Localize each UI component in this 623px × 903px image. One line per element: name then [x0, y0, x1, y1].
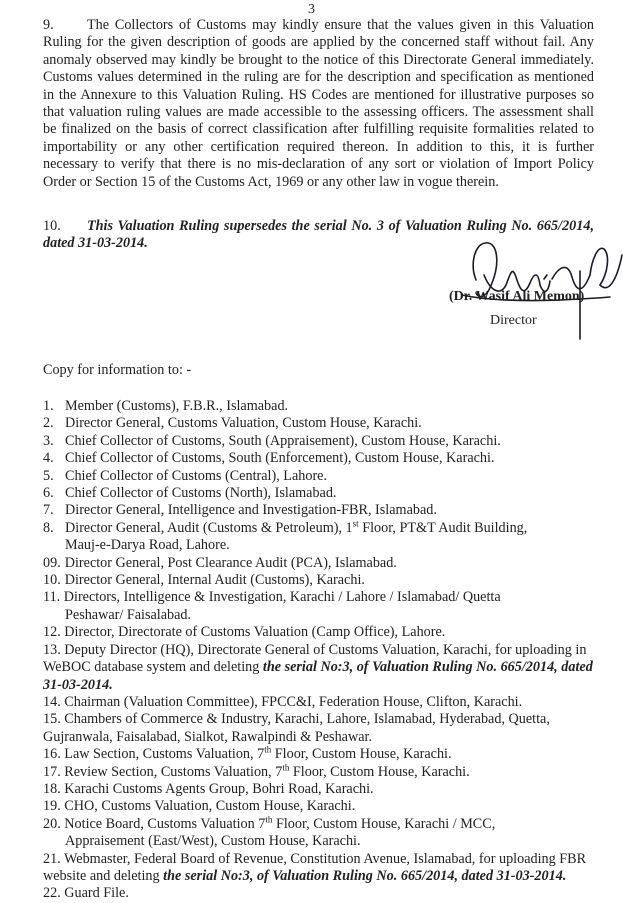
signatory-title: Director — [490, 313, 537, 328]
list-item: 2. Director General, Customs Valuation, Custom House, Karachi. — [43, 415, 422, 432]
list-item: 12. Director, Directorate of Customs Valuation (Camp Office), Lahore. — [43, 624, 446, 641]
list-item: 18. Karachi Customs Agents Group, Bohri Road, Karachi. — [43, 780, 374, 797]
paragraph-9-number: 9. — [43, 17, 54, 33]
copy-heading: Copy for information to: - — [43, 362, 192, 378]
list-item: 6. Chief Collector of Customs (North), Islamabad. — [43, 485, 337, 502]
list-item: 21. Webmaster, Federal Board of Revenue, Constitution Avenue, Islamabad, for uploading FBR website and deleting the serial No:3, of Valuation Ruling No. 665/2014, dated 31-03-2014. — [43, 850, 587, 884]
page-number: 3 — [308, 2, 315, 17]
paragraph-10-text: This Valuation Ruling supersedes the serial No. 3 of Valuation Ruling No. 665/2014, dated 31-03-2014. — [43, 218, 594, 252]
list-item: 14. Chairman (Valuation Committee), FPCC&I, Federation House, Clifton, Karachi. — [43, 693, 523, 710]
list-item: 7. Director General, Intelligence and Investigation-FBR, Islamabad. — [43, 502, 437, 519]
list-item: 15. Chambers of Commerce & Industry, Karachi, Lahore, Islamabad, Hyderabad, Quetta, Gujranwala, Faisalabad, Sialkot, Rawalpindi & Peshawar. — [43, 711, 550, 745]
list-item: 5. Chief Collector of Customs (Central), Lahore. — [43, 467, 328, 484]
list-item: 4. Chief Collector of Customs, South (Enforcement), Custom House, Karachi. — [43, 450, 495, 467]
list-item: 19. CHO, Customs Valuation, Custom House, Karachi. — [43, 798, 356, 815]
list-item: 20. Notice Board, Customs Valuation 7th Floor, Custom House, Karachi / MCC, Appraisement (East/West), Custom House, Karachi. — [43, 814, 496, 850]
paragraph-10-number: 10. — [43, 218, 61, 234]
list-item: 3. Chief Collector of Customs, South (Appraisement), Custom House, Karachi. — [43, 432, 501, 449]
list-item: 17. Review Section, Customs Valuation, 7th Floor, Custom House, Karachi. — [43, 761, 470, 780]
list-item: 22. Guard File. — [43, 885, 129, 902]
signatory-name: (Dr. Wasif Ali Memon) — [449, 289, 585, 304]
list-item: 8. Director General, Audit (Customs & Petroleum), 1st Floor, PT&T Audit Building, Mauj-e-Darya Road, Lahore. — [43, 518, 528, 554]
list-item: 11. Directors, Intelligence & Investigation, Karachi / Lahore / Islamabad/ Quetta Peshawar/ Faisalabad. — [43, 589, 501, 623]
list-item: 10. Director General, Internal Audit (Customs), Karachi. — [43, 572, 365, 589]
distribution-list — [43, 398, 603, 903]
list-item: 1. Member (Customs), F.B.R., Islamabad. — [43, 398, 289, 414]
list-item: 16. Law Section, Customs Valuation, 7th Floor, Custom House, Karachi. — [43, 744, 452, 763]
paragraph-9-text: The Collectors of Customs may kindly ensure that the values given in this Valuation Ruling for the given description of goods are applied by the concerned staff without fail. Any anomaly observed may kindly be brought to the notice of this Directorate General immediately. Customs values determined in the ruling are for the description and specification as mentioned in the Annexure to this Valuation Ruling. HS Codes are mentioned for illustrative purposes so that valuation ruling values are made accessible to the assessing officers. The assessment shall be finalized on the basis of correct classification after fulfilling requisite formalities related to importability or any other certification required thereon. In addition to this, it is further necessary to verify that there is no mis-declaration of any sort or violation of Import Policy Order or Section 15 of the Customs Act, 1969 or any other law in vogue therein. — [43, 17, 594, 190]
list-item: 09. Director General, Post Clearance Audit (PCA), Islamabad. — [43, 554, 397, 571]
list-item: 13. Deputy Director (HQ), Directorate General of Customs Valuation, Karachi, for uploading in WeBOC database system and deleting the serial No:3, of Valuation Ruling No. 665/2014, dated 31-03-2014. — [43, 641, 593, 693]
paragraph-9 — [43, 17, 594, 191]
